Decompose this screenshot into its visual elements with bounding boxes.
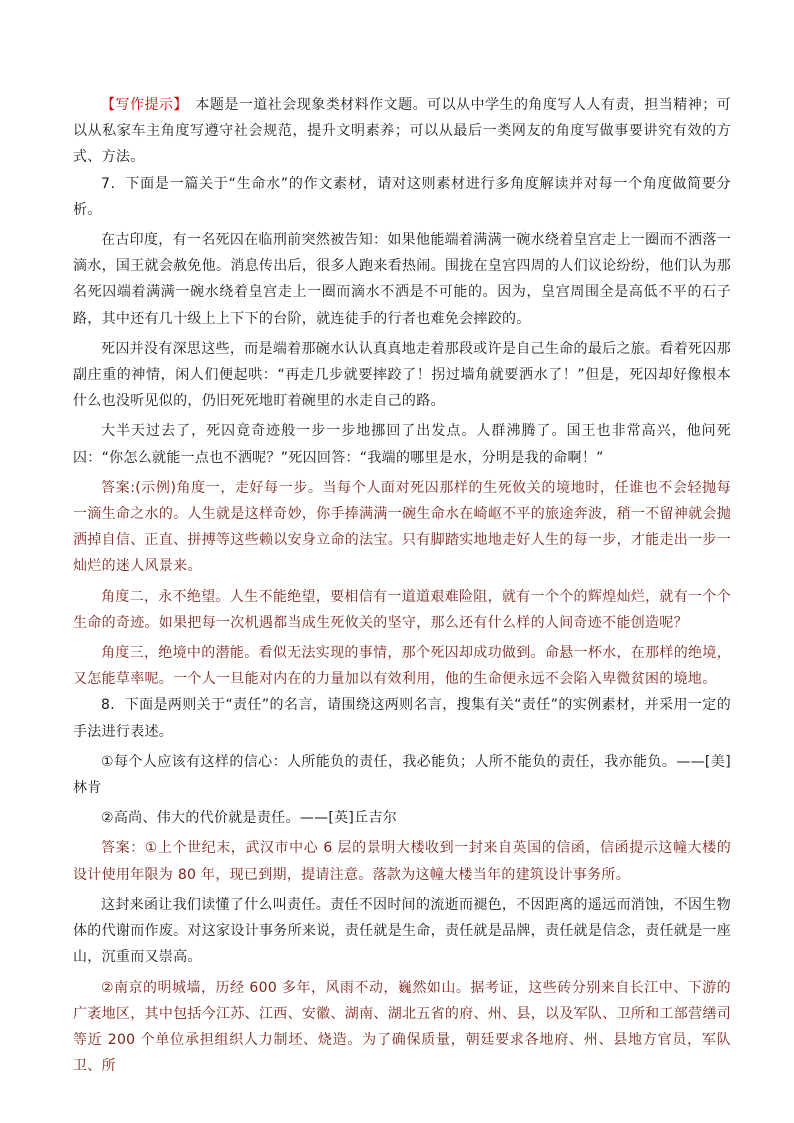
q8-answer-2: ②南京的明城墙，历经 600 多年，风雨不动，巍然如山。据考证，这些砖分别来自长江中、下游的广袤地区，其中包括今江苏、江西、安徽、湖南、湖北五省的府、州、县，以及军队、卫所和工部营缮司等近 200 个单位承担组织人力制坯、烧造。为了确保质量，朝廷要求各地府、州、县地方官员，军队卫、所 (73, 979, 731, 1075)
q8-quote-1: ①每个人应该有这样的信心：人所能负的责任，我必能负；人所不能负的责任，我亦能负。——[美]林肯 (73, 753, 731, 797)
q8-answer-commentary: 这封来函让我们读懂了什么叫责任。责任不因时间的流逝而褪色，不因距离的遥远而消蚀，不因生物体的代谢而作废。对这家设计事务所来说，责任就是生命，责任就是品牌，责任就是信念，责任就是一座山，沉重而又崇高。 (73, 896, 731, 966)
q8-answer-1: 答案：①上个世纪末，武汉市中心 6 层的景明大楼收到一封来自英国的信函，信函提示这幢大楼的设计使用年限为 80 年，现已到期，提请注意。落款为这幢大楼当年的建筑设计事务所。 (73, 840, 731, 883)
writing-tip-text: 本题是一道社会现象类材料作文题。可以从中学生的角度写人人有责，担当精神；可以从私家车主角度写遵守社会规范，提升文明素养；可以从最后一类网友的角度写做事要讲究有效的方式、方法。 (73, 97, 731, 166)
question-8: 8．下面是两则关于“责任”的名言，请围绕这两则名言，搜集有关“责任”的实例素材，并采用一定的手法进行表述。 (73, 697, 731, 740)
writing-tip (73, 92, 731, 171)
q7-answer-angle-1: 答案:(示例)角度一，走好每一步。当每个人面对死囚那样的生死攸关的境地时，任谁也不会轻抛每一滴生命之水的。人生就是这样奇妙，你手捧满满一碗生命水在崎岖不平的旅途奔波，稍一不留神就会抛洒掉自信、正直、拼搏等这些赖以安身立命的法宝。只有脚踏实地地走好人生的每一步，才能走出一步一灿烂的迷人风景来。 (73, 479, 731, 575)
page-content (73, 92, 731, 1079)
q7-answer-angle-2: 角度二，永不绝望。人生不能绝望，要相信有一道道艰难险阻，就有一个个的辉煌灿烂，就有一个个生命的奇迹。如果把每一次机遇都当成生死攸关的坚守，那么还有什么样的人间奇迹不能创造呢？ (73, 588, 731, 631)
question-7: 7．下面是一篇关于“生命水”的作文素材，请对这则素材进行多角度解读并对每一个角度做简要分析。 (73, 175, 731, 218)
q8-quote-2: ②高尚、伟大的代价就是责任。——[英]丘吉尔 (101, 810, 398, 827)
q7-material-paragraph-3: 大半天过去了，死囚竟奇迹般一步一步地挪回了出发点。人群沸腾了。国王也非常高兴，他问死囚：“你怎么就能一点也不洒呢？”死囚回答：“我端的哪里是水，分明是我的命啊！” (73, 423, 731, 466)
q7-material-paragraph-2: 死囚并没有深思这些，而是端着那碗水认认真真地走着那段或许是自己生命的最后之旅。看着死囚那副庄重的神情，闲人们便起哄：“再走几步就要摔跤了！拐过墙角就要洒水了！”但是，死囚却好像根本什么也没听见似的，仍旧死死地盯着碗里的水走自己的路。 (73, 340, 731, 410)
q7-answer-angle-3: 角度三，绝境中的潜能。看似无法实现的事情，那个死囚却成功做到。命悬一杯水，在那样的绝境，又怎能草率呢。一个人一旦能对内在的力量加以有效利用，他的生命便永远不会陷入卑微贫困的境地。 (73, 645, 731, 688)
q7-material-paragraph-1: 在古印度，有一名死囚在临刑前突然被告知：如果他能端着满满一碗水绕着皇宫走上一圈而不洒落一滴水，国王就会赦免他。消息传出后，很多人跑来看热闹。围拢在皇宫四周的人们议论纷纷，他们认为那名死囚端着满满一碗水绕着皇宫走上一圈而滴水不洒是不可能的。因为，皇宫周围全是高低不平的石子路，其中还有几十级上上下下的台阶，就连徒手的行者也难免会摔跤的。 (73, 232, 731, 327)
writing-tip-label: 【写作提示】 (101, 97, 181, 113)
